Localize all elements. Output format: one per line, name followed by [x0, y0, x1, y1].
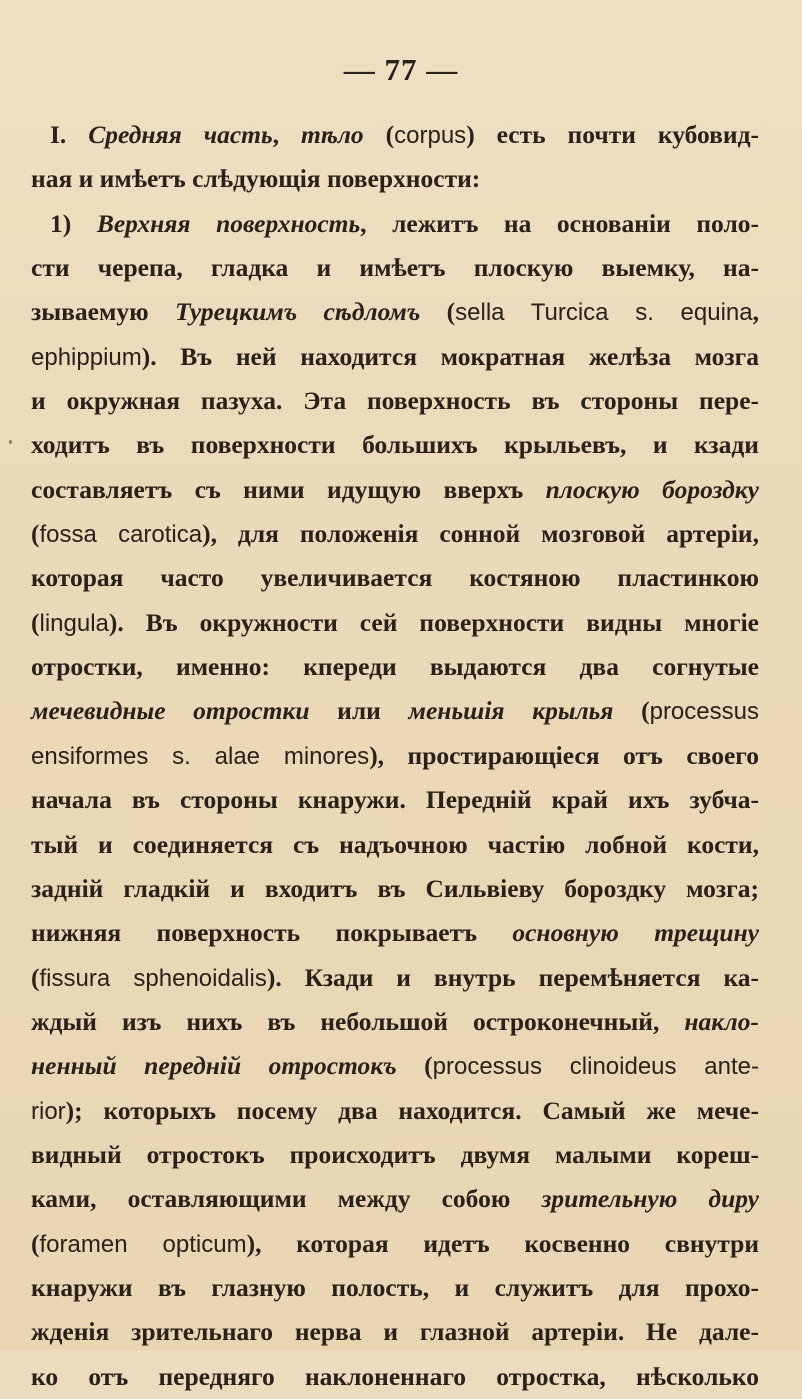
text-line — [31, 1310, 759, 1354]
latin-term: fissura sphenoidalis — [39, 964, 267, 992]
text-segment: ), которая идетъ косвенно свнутри — [246, 1228, 760, 1258]
text-segment: задній гладкій и входитъ въ Сильвіеву бороздку мозга; — [31, 873, 759, 903]
text-segment: ( — [31, 607, 40, 637]
italic-term: зрительную диру — [541, 1184, 760, 1214]
text-segment: ); которыхъ посему два находится. Самый же мече- — [65, 1095, 759, 1125]
text-line — [31, 1000, 759, 1044]
text-segment: кнаружи въ глазную полость, и служитъ для прохо- — [31, 1272, 759, 1302]
text-segment: ( — [613, 696, 650, 726]
text-segment: ( — [396, 1051, 433, 1081]
latin-term: ensiformes s. alae minores — [31, 742, 370, 770]
text-segment: ная и имѣетъ слѣдующія поверхности: — [31, 164, 481, 194]
text-segment: начала въ стороны кнаружи. Передній край ихъ зубча- — [31, 785, 759, 815]
latin-term: sella Turcica s. equina — [455, 299, 753, 327]
text-segment: , лежитъ на основаніи поло- — [360, 208, 759, 238]
italic-term: основную трещину — [512, 918, 759, 948]
text-segment: ( — [31, 962, 40, 992]
italic-term: меньшія крылья — [408, 696, 614, 726]
latin-term: ephippium — [31, 343, 142, 371]
text-segment: ). Въ окружности сей поверхности видны многіе — [108, 607, 759, 637]
text-segment: , — [272, 120, 301, 149]
text-segment: , — [752, 297, 759, 327]
text-segment: видный отростокъ происходитъ двумя малыми кореш- — [31, 1139, 759, 1169]
text-line — [31, 1089, 759, 1133]
italic-term: накло- — [684, 1006, 759, 1036]
italic-term: Турецкимъ сѣдломъ — [174, 297, 421, 327]
text-line — [31, 1044, 759, 1088]
text-segment: ( — [363, 120, 395, 149]
text-line — [31, 734, 759, 778]
text-line — [31, 157, 759, 201]
italic-term: мечевидные отростки — [31, 696, 310, 726]
text-segment: ждый изъ нихъ въ небольшой остроконечный, — [31, 1006, 685, 1036]
text-segment: ( — [31, 519, 40, 549]
text-segment: ), для положенія сонной мозговой артеріи, — [202, 519, 759, 549]
paper-speck — [9, 440, 12, 444]
italic-term: ненный передній отростокъ — [31, 1051, 397, 1081]
text-line — [31, 113, 759, 157]
text-line — [31, 1177, 759, 1221]
text-line — [31, 911, 759, 955]
text-segment: или — [309, 696, 409, 726]
text-segment: нижняя поверхность покрываетъ — [31, 918, 513, 948]
text-segment: 1) — [50, 208, 97, 238]
text-segment: сти черепа, гладка и имѣетъ плоскую выемку, на- — [31, 253, 759, 283]
text-line — [31, 645, 759, 689]
italic-term: Верхняя поверхность — [96, 208, 361, 238]
text-segment: I. — [50, 120, 89, 149]
text-line — [31, 823, 759, 867]
text-segment: тый и соединяется съ надъочною частію лобной кости, — [31, 829, 759, 859]
text-segment: ходитъ въ поверхности большихъ крыльевъ, и кзади — [31, 430, 759, 460]
text-line — [31, 556, 759, 600]
text-line — [31, 290, 759, 334]
text-line — [31, 1266, 759, 1310]
body-text — [31, 113, 759, 1399]
latin-term: foramen opticum — [39, 1230, 247, 1258]
text-segment: которая часто увеличивается костяною пластинкою — [31, 563, 759, 593]
text-line — [31, 778, 759, 822]
text-segment: составляетъ съ ними идущую вверхъ — [31, 474, 546, 504]
text-segment: ). Въ ней находится мократная желѣза мозга — [141, 341, 759, 371]
italic-term: Средняя часть — [88, 120, 273, 149]
text-segment: жденія зрительнаго нерва и глазной артеріи. Не дале- — [31, 1317, 759, 1347]
text-line — [31, 379, 759, 423]
latin-term: rior — [31, 1097, 66, 1125]
italic-term: плоскую бороздку — [545, 474, 759, 504]
text-segment: ( — [420, 297, 456, 327]
text-line — [31, 867, 759, 911]
text-segment: ками, оставляющими между собою — [31, 1184, 542, 1214]
text-segment: отростки, именно: кпереди выдаются два согнутые — [31, 652, 759, 682]
text-line — [31, 246, 759, 290]
text-line — [31, 601, 759, 645]
text-segment: ). Кзади и внутрь перемѣняется ка- — [266, 962, 759, 992]
latin-term: processus clinoideus ante- — [432, 1053, 760, 1081]
latin-term: processus — [649, 698, 759, 726]
text-segment: ) есть почти кубовид- — [466, 120, 759, 149]
text-segment: зываемую — [31, 297, 175, 327]
page-number: — 77 — — [343, 52, 459, 87]
latin-term: corpus — [394, 122, 467, 149]
text-line — [31, 335, 759, 379]
text-segment: ко отъ передняго наклоненнаго отростка, нѣсколько — [31, 1361, 759, 1391]
text-line — [31, 202, 759, 246]
text-line — [31, 956, 759, 1000]
text-segment: и окружная пазуха. Эта поверхность въ стороны пере- — [31, 386, 759, 416]
latin-term: lingula — [39, 609, 109, 637]
latin-term: fossa carotica — [39, 521, 203, 549]
text-line — [31, 689, 759, 733]
text-segment: ), простирающіеся отъ своего — [369, 740, 759, 770]
text-line — [31, 1222, 759, 1266]
text-line — [31, 512, 759, 556]
text-line — [31, 1133, 759, 1177]
text-line — [31, 1355, 759, 1399]
text-line — [31, 468, 759, 512]
text-line — [31, 423, 759, 467]
text-segment: ( — [31, 1228, 40, 1258]
italic-term: тѣло — [301, 120, 364, 149]
